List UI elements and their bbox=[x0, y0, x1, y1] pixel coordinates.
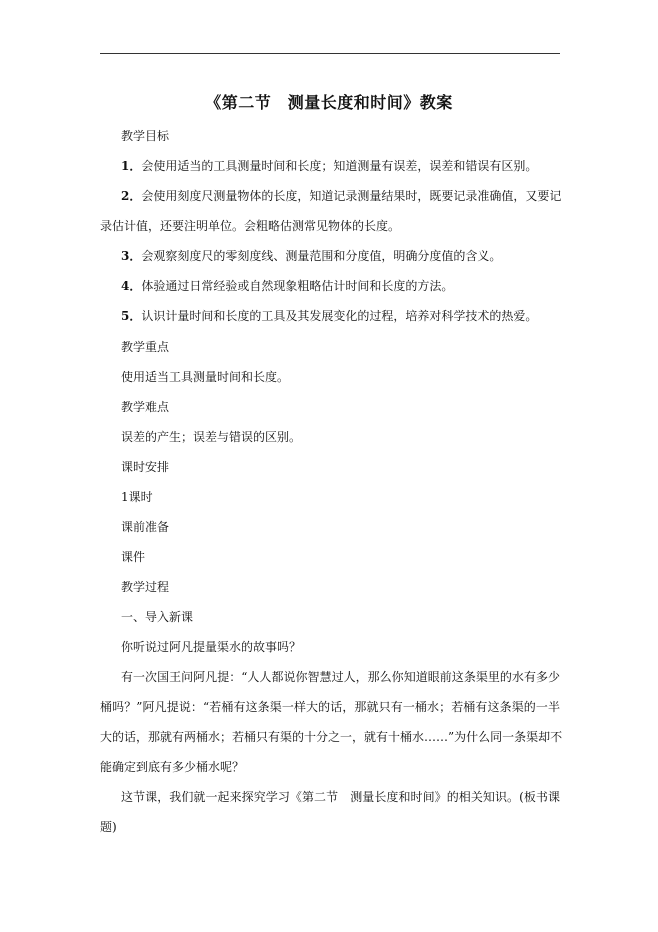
story-line-1: 有一次国王问阿凡提：“人人都说你智慧过人，那么你知道眼前这条渠里的水有多少 bbox=[121, 670, 560, 684]
objective-text: 体验通过日常经验或自然现象粗略估计时间和长度的方法。 bbox=[141, 279, 454, 293]
objective-number: 5． bbox=[121, 309, 142, 323]
closing-line-1: 这节课，我们就一起来探究学习《第二节 测量长度和时间》的相关知识。(板书课 bbox=[121, 790, 560, 804]
objective-number: 1． bbox=[121, 159, 142, 173]
objective-item-1 bbox=[121, 158, 560, 174]
objective-item-2 bbox=[121, 188, 560, 204]
preparation-text: 课件 bbox=[121, 550, 146, 564]
objective-number: 2． bbox=[121, 189, 142, 203]
objective-number: 3． bbox=[121, 249, 142, 263]
objective-text: 会观察刻度尺的零刻度线、测量范围和分度值，明确分度值的含义。 bbox=[141, 249, 502, 263]
objective-number: 4． bbox=[121, 279, 142, 293]
intro-question: 你听说过阿凡提量渠水的故事吗？ bbox=[121, 640, 302, 654]
story-line-4: 能确定到底有多少桶水呢？ bbox=[100, 760, 245, 774]
schedule-heading: 课时安排 bbox=[121, 460, 170, 474]
objective-text: 认识计量时间和长度的工具及其发展变化的过程，培养对科学技术的热爱。 bbox=[141, 309, 538, 323]
process-heading: 教学过程 bbox=[121, 580, 170, 594]
schedule-text: 1课时 bbox=[121, 490, 153, 504]
objective-item-2-continuation: 录估计值，还要注明单位。会粗略估测常见物体的长度。 bbox=[100, 219, 401, 233]
objectives-heading: 教学目标 bbox=[121, 129, 170, 143]
objective-item-5 bbox=[121, 308, 560, 324]
difficulties-text: 误差的产生；误差与错误的区别。 bbox=[121, 430, 302, 444]
intro-heading: 一、导入新课 bbox=[121, 610, 194, 624]
difficulties-heading: 教学难点 bbox=[121, 400, 170, 414]
story-line-3: 大的话，那就有两桶水；若桶只有渠的十分之一，就有十桶水……”为什么同一条渠却不 bbox=[100, 730, 563, 744]
objective-item-3 bbox=[121, 248, 560, 264]
objective-text: 会使用适当的工具测量时间和长度；知道测量有误差，误差和错误有区别。 bbox=[141, 159, 538, 173]
closing-line-2: 题) bbox=[100, 820, 117, 834]
key-points-heading: 教学重点 bbox=[121, 340, 170, 354]
page-title: 《第二节 测量长度和时间》教案 bbox=[205, 93, 453, 112]
objective-item-4 bbox=[121, 278, 560, 294]
objective-text: 会使用刻度尺测量物体的长度，知道记录测量结果时，既要记录准确值，又要记 bbox=[141, 189, 562, 203]
key-points-text: 使用适当工具测量时间和长度。 bbox=[121, 370, 290, 384]
preparation-heading: 课前准备 bbox=[121, 520, 170, 534]
story-line-2: 桶吗？”阿凡提说：“若桶有这条渠一样大的话，那就只有一桶水；若桶有这条渠的一半 bbox=[100, 700, 560, 714]
header-rule bbox=[100, 53, 560, 54]
